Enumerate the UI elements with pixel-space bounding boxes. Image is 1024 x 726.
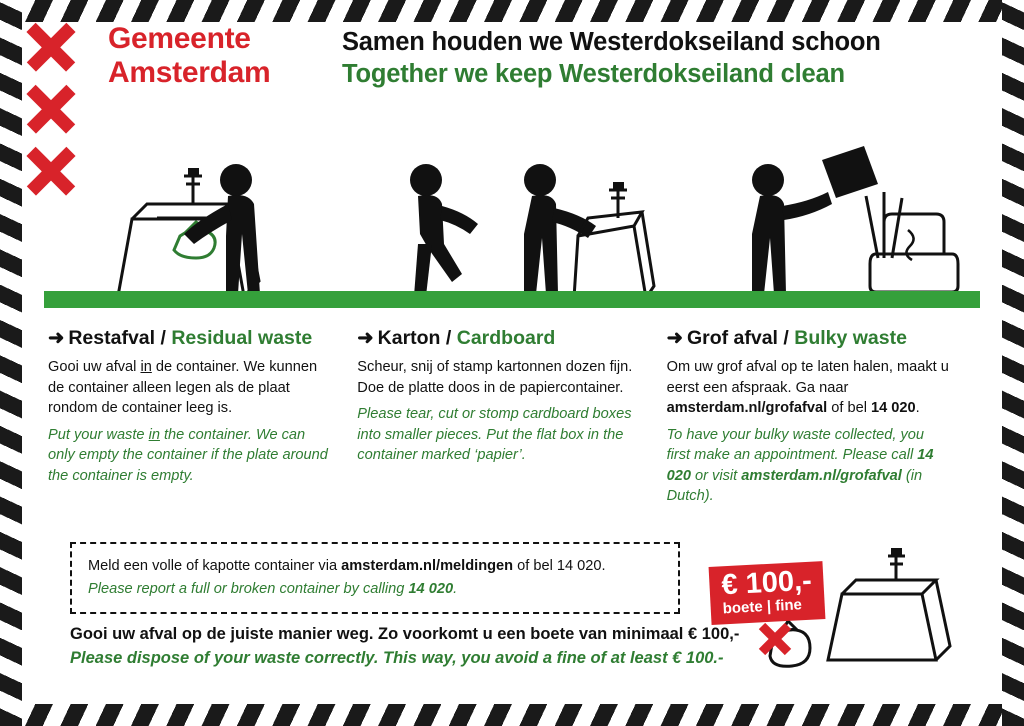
website-link-nl[interactable]: amsterdam.nl/grofafval bbox=[666, 400, 828, 416]
heading-en: Residual waste bbox=[171, 327, 313, 349]
text-part: Om uw grof afval op te laten halen, maakt u eerst een afspraak. Ga naar bbox=[666, 359, 949, 396]
brand-line-2: Amsterdam bbox=[108, 56, 271, 89]
illustration-strip bbox=[22, 126, 1002, 308]
website-link-en[interactable]: amsterdam.nl/grofafval bbox=[741, 467, 902, 484]
column-body-nl bbox=[667, 357, 950, 419]
column-body-en: Please tear, cut or stomp cardboard boxes into smaller pieces. Put the flat box in the container marked ‘papier’. bbox=[357, 406, 632, 463]
text-part: or visit bbox=[690, 467, 742, 484]
column-residual-waste bbox=[48, 326, 357, 507]
column-body-nl: Scheur, snij of stamp kartonnen dozen fijn. Doe de platte doos in de papiercontainer. bbox=[357, 359, 633, 396]
report-container-box bbox=[70, 542, 680, 614]
column-body-nl: Gooi uw afval in de container. We kunnen de container alleen legen als de plaat rondom de container leeg is. bbox=[48, 359, 318, 416]
person-with-armchair-bulky-waste bbox=[752, 146, 958, 300]
text-part: of bel bbox=[827, 400, 871, 416]
column-body-en: Put your waste in the container. We can only empty the container if the plate around the container is empty. bbox=[48, 426, 328, 484]
waste-type-columns bbox=[22, 326, 1002, 507]
fine-label: boete | fine bbox=[722, 596, 803, 618]
arrow-icon: ➜ bbox=[666, 327, 683, 349]
text-part: To have your bulky waste collected, you first make an appointment. Please call bbox=[666, 426, 925, 463]
person-flattening-cardboard-box bbox=[410, 164, 654, 308]
text-part: (in Dutch). bbox=[666, 467, 923, 504]
text-part: of bel bbox=[513, 558, 557, 574]
column-heading bbox=[48, 326, 331, 350]
page-title-en: Together we keep Westerdokseiland clean bbox=[342, 60, 845, 88]
arrow-icon: ➜ bbox=[357, 327, 374, 349]
hazard-border-right bbox=[1002, 0, 1024, 726]
cross-icon bbox=[26, 22, 76, 72]
text-part: Please report a full or broken container by calling bbox=[88, 581, 409, 597]
text-part: Meld een volle of kapotte container via bbox=[88, 558, 342, 574]
report-text-nl bbox=[88, 556, 662, 576]
underlined-word: in bbox=[140, 359, 152, 375]
column-cardboard bbox=[357, 326, 666, 507]
hazard-border-top bbox=[0, 0, 1024, 22]
title-block bbox=[342, 26, 992, 90]
heading-en: Cardboard bbox=[456, 327, 556, 349]
heading-nl: Restafval bbox=[68, 327, 156, 349]
heading-nl: Grof afval bbox=[686, 327, 778, 349]
heading-separator: / bbox=[160, 327, 166, 349]
green-divider-bar bbox=[44, 291, 980, 308]
text-part: . bbox=[453, 581, 458, 597]
heading-separator: / bbox=[783, 327, 789, 349]
footer-text-en: Please dispose of your waste correctly. This way, you avoid a fine of at least € 100.- bbox=[70, 649, 724, 667]
poster-content bbox=[22, 22, 1002, 704]
arrow-icon: ➜ bbox=[48, 327, 65, 349]
poster-header bbox=[22, 22, 1002, 104]
fine-amount: € 100,- bbox=[720, 564, 813, 602]
fine-badge bbox=[709, 561, 826, 625]
report-website-link[interactable]: amsterdam.nl/meldingen bbox=[341, 558, 514, 574]
text-part: . bbox=[915, 400, 920, 416]
brand-line-1: Gemeente bbox=[108, 22, 251, 55]
heading-separator: / bbox=[445, 327, 452, 349]
report-phone-en: 14 020 bbox=[408, 581, 454, 597]
footer-block bbox=[70, 623, 770, 670]
report-phone-nl: 14 020 bbox=[556, 558, 602, 574]
illustration-svg bbox=[22, 126, 1002, 308]
underlined-word: in bbox=[148, 426, 160, 443]
person-putting-bag-in-container bbox=[118, 164, 336, 308]
column-bulky-waste bbox=[667, 326, 976, 507]
hazard-border-bottom bbox=[0, 704, 1024, 726]
footer-text-nl: Gooi uw afval op de juiste manier weg. Zo voorkomt u een boete van minimaal € 100,- bbox=[70, 625, 740, 643]
brand-wordmark bbox=[108, 22, 270, 90]
column-body-en bbox=[667, 425, 950, 507]
hazard-border-left bbox=[0, 0, 22, 726]
heading-en: Bulky waste bbox=[794, 327, 907, 349]
phone-number-nl: 14 020 bbox=[871, 400, 916, 416]
heading-nl: Karton bbox=[377, 327, 441, 349]
phone-number-en: 14 020 bbox=[666, 447, 934, 484]
column-heading bbox=[357, 326, 640, 350]
report-text-en bbox=[88, 579, 662, 599]
page-title-nl: Samen houden we Westerdokseiland schoon bbox=[342, 28, 881, 56]
text-part: . bbox=[601, 558, 606, 574]
column-heading bbox=[667, 326, 950, 350]
